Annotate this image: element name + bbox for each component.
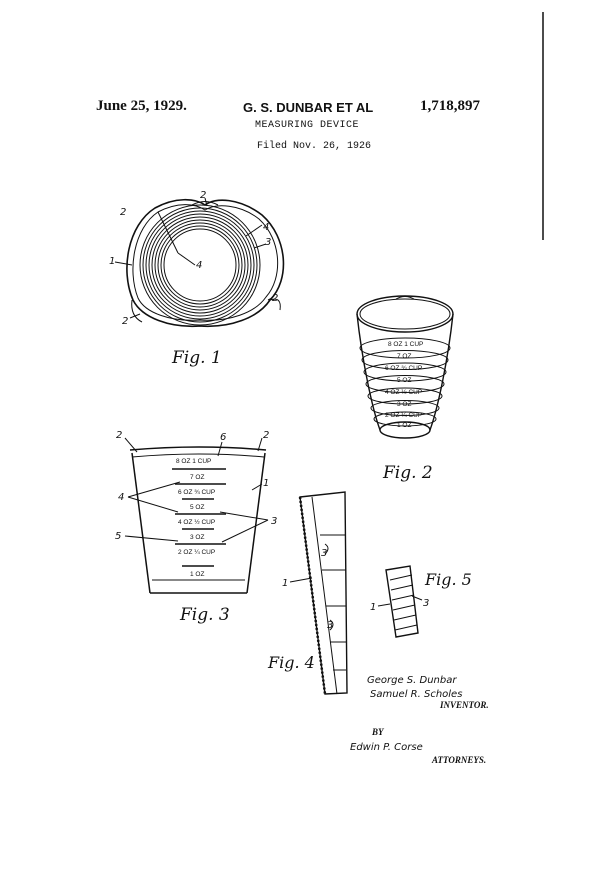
ref-2a: 2 — [120, 207, 127, 218]
fig2-mark-3oz: 3 OZ — [397, 401, 412, 408]
ref-2c: 2 — [272, 293, 279, 304]
fig5-ref-1: 1 — [370, 602, 377, 613]
filing-date: Filed Nov. 26, 1926 — [257, 141, 372, 152]
patent-title: MEASURING DEVICE — [255, 120, 360, 131]
fig5-ref-3: 3 — [423, 598, 430, 609]
patent-date: June 25, 1929. — [96, 98, 187, 114]
ref-3: 3 — [265, 237, 272, 248]
fig3-mark-3oz: 3 OZ — [190, 534, 205, 541]
ref-1: 1 — [109, 256, 116, 267]
fig1-caption: Fig. 1 — [172, 348, 222, 368]
inventor-names: G. S. DUNBAR ET AL — [243, 100, 374, 115]
fig3-mark-4oz: 4 OZ ½ CUP — [178, 519, 216, 526]
fig3-ref-5: 5 — [115, 531, 122, 542]
fig3-ref-1: 1 — [263, 478, 270, 489]
figure-2-markings — [382, 341, 433, 483]
fig2-mark-2oz: 2 OZ ¼ CUP — [385, 412, 423, 419]
fig2-mark-7oz: 7 OZ — [397, 353, 412, 360]
fig3-ref-6: 6 — [220, 432, 227, 443]
signature-block — [350, 675, 489, 765]
fig3-mark-5oz: 5 OZ — [190, 504, 205, 511]
ref-2b: 2 — [200, 190, 207, 201]
ref-4: 4 — [263, 222, 270, 233]
figure-5-references — [370, 570, 472, 613]
by-label: BY — [372, 727, 384, 737]
attorney-signature: Edwin P. Corse — [350, 742, 423, 753]
fig3-mark-1oz: 1 OZ — [190, 571, 205, 578]
fig2-mark-1oz: 1 OZ — [397, 422, 412, 429]
fig2-mark-5oz: 5 OZ — [397, 377, 412, 384]
fig3-ref-3: 3 — [271, 516, 278, 527]
figure-5-detail — [378, 566, 422, 637]
fig5-caption: Fig. 5 — [425, 570, 472, 589]
figure-1-references — [109, 190, 278, 368]
fig3-mark-7oz: 7 OZ — [190, 474, 205, 481]
inventor-1-name: George S. Dunbar — [367, 675, 457, 686]
figure-4-references — [267, 548, 333, 672]
fig3-ref-2b: 2 — [263, 430, 270, 441]
attorney-caption: ATTORNEYS. — [432, 755, 487, 765]
fig4-ref-3b: 3 — [327, 620, 334, 631]
fig3-caption: Fig. 3 — [180, 605, 230, 625]
fig2-mark-6oz: 6 OZ ¾ CUP — [385, 365, 423, 372]
fig2-mark-4oz: 4 OZ ½ CUP — [385, 389, 423, 396]
ref-4-center: 4 — [196, 260, 203, 271]
fig4-ref-3a: 3 — [321, 548, 328, 559]
fig3-mark-6oz: 6 OZ ¾ CUP — [178, 489, 216, 496]
fig4-ref-1: 1 — [282, 578, 289, 589]
fig3-ref-2a: 2 — [116, 430, 123, 441]
fig3-mark-2oz: 2 OZ ¼ CUP — [178, 549, 216, 556]
fig3-mark-8oz: 8 OZ 1 CUP — [176, 458, 212, 465]
fig4-caption: Fig. 4 — [268, 653, 315, 672]
inventor-caption: INVENTOR. — [440, 700, 489, 710]
patent-number: 1,718,897 — [420, 98, 480, 114]
fig2-caption: Fig. 2 — [383, 463, 433, 483]
fig2-mark-8oz: 8 OZ 1 CUP — [388, 341, 424, 348]
fig3-ref-4: 4 — [118, 492, 125, 503]
inventor-2-name: Samuel R. Scholes — [370, 689, 463, 700]
ref-2d: 2 — [122, 316, 129, 327]
